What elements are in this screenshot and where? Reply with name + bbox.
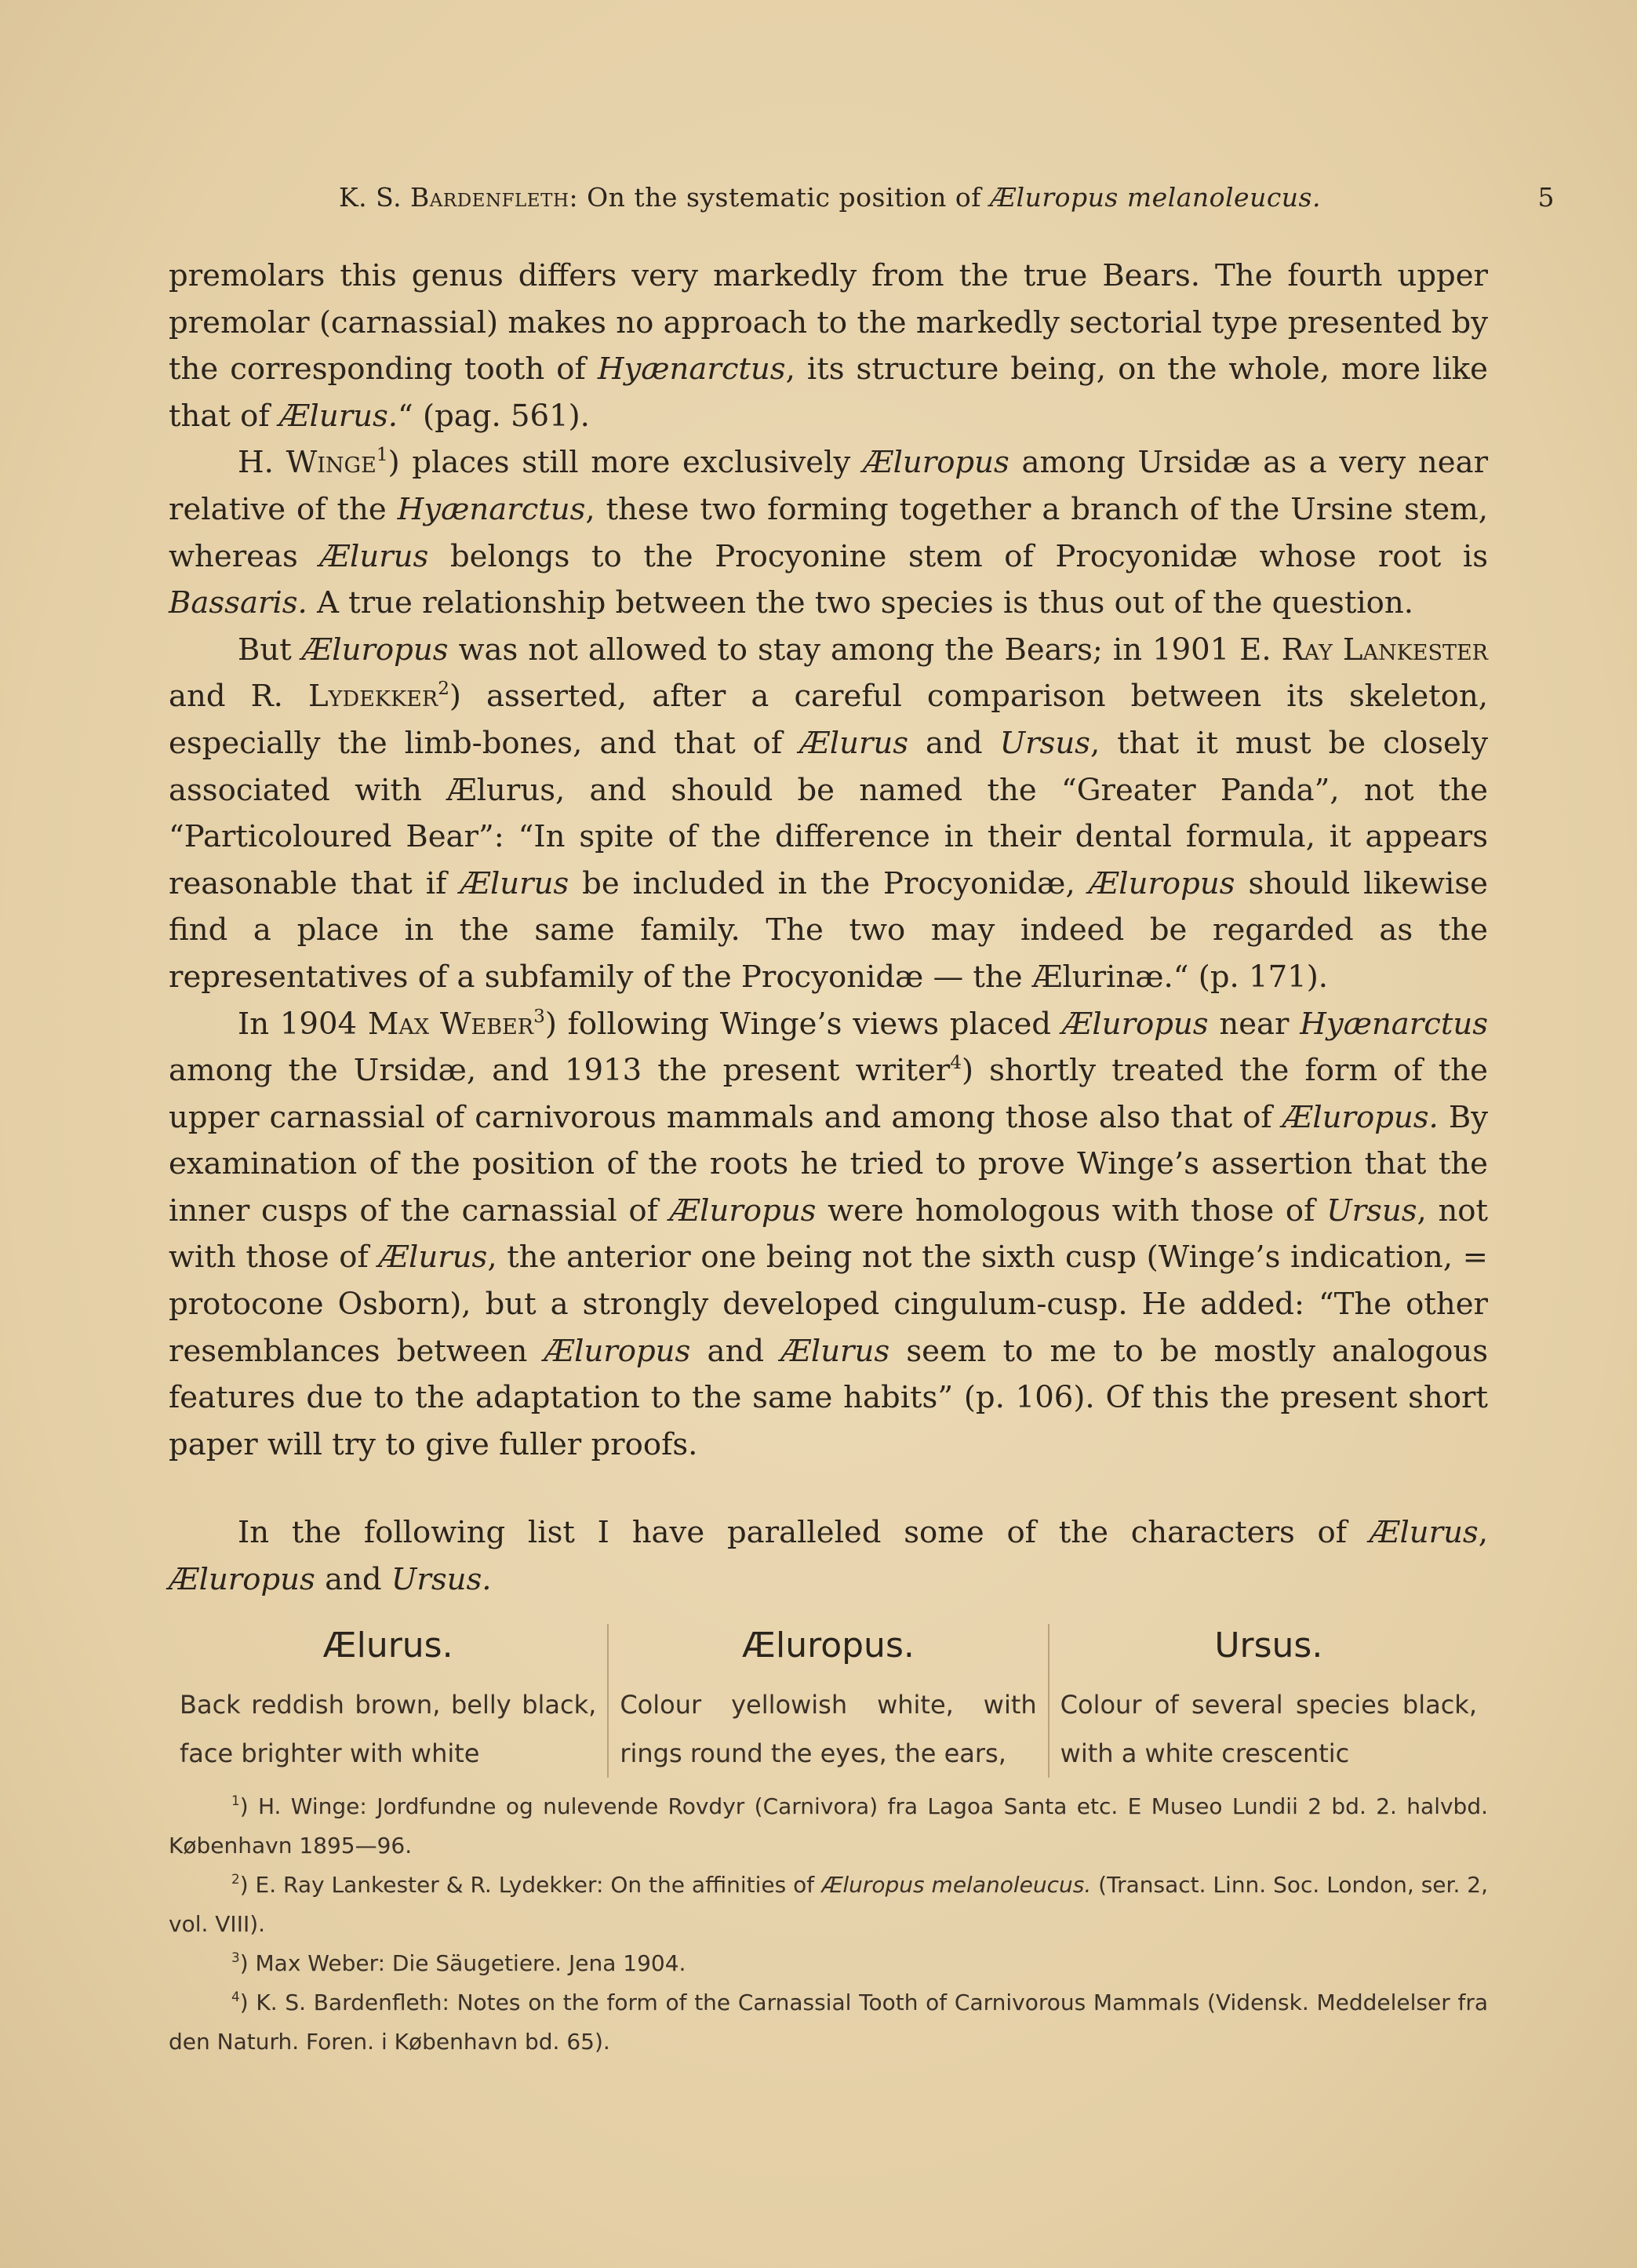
footnote: $^1$) H. Winge: Jordfundne og nulevende Rovdyr (Carnivora) fra Lagoa Santa etc. E Museo Lundii 2 bd. 2. halvbd. København 1895—96. [169, 1793, 1488, 1858]
footnote: $^3$) Max Weber: Die Säugetiere. Jena 1904. [231, 1949, 686, 1976]
header-author: K. S. Bardenfleth [339, 182, 569, 213]
header-genus: Æluropus [990, 182, 1119, 213]
body-text [169, 253, 1488, 1604]
paragraph-2: H. Winge$^1$) places still more exclusively Æluropus among Ursidæ as a very near relative of the Hyænarctus, these two forming together a branch of the Ursine stem, whereas Ælurus belongs to the Procyonine stem of Procyonidæ whose root is Bassaris. A true relationship between the two species is thus out of the question. [169, 445, 1489, 621]
comparison-columns [169, 1624, 1488, 1778]
footnote: $^4$) K. S. Bardenfleth: Notes on the form of the Carnassial Tooth of Carnivorous Mammals (Vidensk. Meddelelser fra den Naturh. Foren. i København bd. 65). [169, 1989, 1488, 2055]
column-heading: Ælurus. [322, 1625, 453, 1666]
header-title: K. S. Bardenfleth: On the systematic position of Æluropus melanoleucus. [339, 182, 1321, 213]
paragraph-3: But Æluropus was not allowed to stay among the Bears; in 1901 E. Ray Lankester and R. Lydekker$^2$) asserted, after a careful comparison between its skeleton, especially the limb-bones, and that of Ælurus and Ursus, that it must be closely associated with Ælurus, and should be named the “Greater Panda”, not the “Particoloured Bear”: “In spite of the difference in their dental formula, it appears reasonable that if Ælurus be included in the Procyonidæ, Æluropus should likewise find a place in the same family. The two may indeed be regarded as the representatives of a subfamily of the Procyonidæ — the Ælurinæ.“ (p. 171). [169, 632, 1489, 995]
column-heading: Æluropus. [742, 1625, 915, 1666]
paragraph-5: In the following list I have paralleled some of the characters of Ælurus, Æluropus and Ursus. [169, 1515, 1488, 1598]
footnotes [169, 1787, 1488, 2062]
column-text: Back reddish brown, belly black, face brighter with white [180, 1690, 597, 1768]
column-text: Colour yellowish white, with rings round the eyes, the ears, [620, 1690, 1037, 1768]
column-text: Colour of several species black, with a white crescentic [1060, 1690, 1477, 1768]
paragraph-1: premolars this genus differs very markedly from the true Bears. The fourth upper premolar (carnassial) makes no approach to the markedly sectorial type presented by the corresponding tooth of Hyænarctus, its structure being, on the whole, more like that of Ælurus.“ (pag. 561). [169, 258, 1488, 434]
running-header [339, 182, 1555, 213]
page-number: 5 [1537, 182, 1555, 213]
paragraph-4: In 1904 Max Weber$^3$) following Winge’s views placed Æluropus near Hyænarctus among the Ursidæ, and 1913 the present writer$^4$) shortly treated the form of the upper carnassial of carnivorous mammals and among those also that of Æluropus. By examination of the position of the roots he tried to prove Winge’s assertion that the inner cusps of the carnassial of Æluropus were homologous with those of Ursus, not with those of Ælurus, the anterior one being not the sixth cusp (Winge’s indication, = protocone Osborn), but a strongly developed cingulum-cusp. He added: “The other resemblances between Æluropus and Ælurus seem to me to be mostly analogous features due to the adaptation to the same habits” (p. 106). Of this the present short paper will try to give fuller proofs. [169, 1006, 1489, 1462]
column-aluropus [607, 1624, 1047, 1778]
column-alurus [169, 1624, 607, 1778]
column-heading: Ursus. [1214, 1625, 1323, 1666]
footnote: $^2$) E. Ray Lankester & R. Lydekker: On the affinities of Æluropus melanoleucus. (Transact. Linn. Soc. London, ser. 2, vol. VIII). [169, 1871, 1488, 1937]
header-species: melanoleucus. [1126, 182, 1321, 213]
column-ursus [1048, 1624, 1488, 1778]
